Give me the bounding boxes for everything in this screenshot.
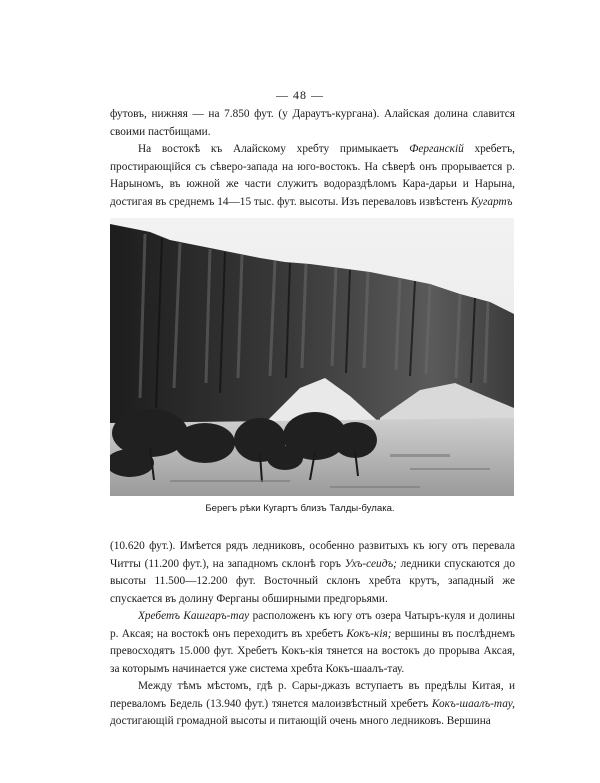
italic-term: Кокъ-шаалъ-тау, bbox=[431, 697, 515, 710]
text-run: хребетъ, простирающійся съ сѣверо-запада на юго-востокъ. На сѣверѣ онъ прорывается р. Нарыномъ, въ южной же части служитъ водораздѣломъ Кара-дарьи и Нарына, достигая въ среднемъ 14—15 тыс. фут. высоты. Изъ переваловъ извѣстенъ bbox=[110, 143, 515, 208]
text-run: расположенъ къ югу отъ озера Чатыръ-куля и долины р. Аксая; на востокѣ онъ переходитъ въ хребетъ bbox=[110, 610, 516, 640]
paragraph-p4 bbox=[110, 608, 515, 678]
text-run: (10.620 фут.). Имѣется рядъ ледниковъ, особенно развитыхъ къ югу отъ перевала Читты (11.200 фут.), на западномъ склонѣ горъ bbox=[110, 540, 515, 570]
text-run: Между тѣмъ мѣстомъ, гдѣ р. Сары-джазъ вступаетъ въ предѣлы Китая, и переваломъ Бедель (13.940 фут.) тянется малоизвѣстный хребетъ bbox=[110, 680, 515, 710]
italic-term: Кугартъ bbox=[470, 195, 513, 208]
italic-term: Хребетъ Кашгаръ-тау bbox=[138, 610, 250, 622]
text-run: достигающій громадной высоты и питающій очень много ледниковъ. Вершина bbox=[110, 715, 491, 727]
paragraph-p1 bbox=[110, 106, 515, 141]
paragraph-p2 bbox=[110, 141, 515, 211]
italic-term: Кокъ-кія; bbox=[346, 627, 392, 640]
text-run: футовъ, нижняя — на 7.850 фут. (у Дараутъ-кургана). Алайская долина славится своими пастбищами. bbox=[110, 108, 515, 138]
text-run: ледники спускаются до высоты 11.500—12.200 фут. Восточный склонъ хребта крутъ, западный же спускается въ долину Ферганы обширными предгорьями. bbox=[110, 557, 516, 605]
text-block-bottom bbox=[110, 538, 515, 731]
page-number: — 48 — bbox=[276, 88, 324, 102]
paragraph-p5 bbox=[110, 678, 515, 731]
text-run: вершины въ послѣднемъ превосходятъ 15.000 фут. Хребетъ Кокъ-кія тянется на востокъ до прорыва Аксая, за которымъ начинается уже система хребта Кокъ-шаалъ-тау. bbox=[110, 627, 515, 675]
cliff-photograph bbox=[110, 218, 514, 496]
italic-term: Ухъ-сеидъ; bbox=[344, 557, 397, 570]
figure-caption: Берегъ рѣки Кугартъ близъ Талды-булака. bbox=[205, 503, 395, 514]
text-block-top bbox=[110, 106, 515, 211]
paragraph-p3 bbox=[110, 538, 515, 608]
text-run: На востокѣ къ Алайскому хребту примыкаетъ bbox=[138, 143, 410, 155]
italic-term: Ферганскій bbox=[409, 143, 464, 155]
